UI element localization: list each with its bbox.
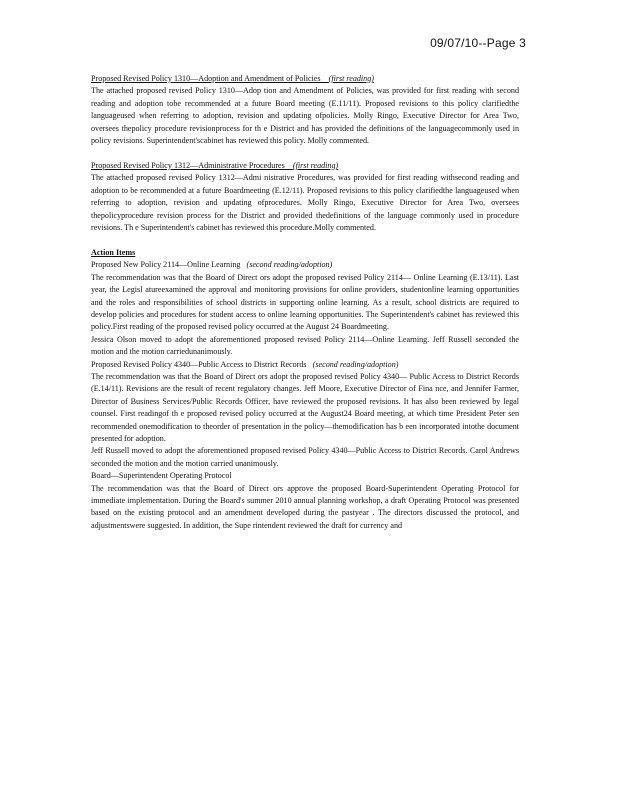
section-heading-tag: (first reading) xyxy=(328,74,374,83)
item-title xyxy=(91,259,519,271)
item-paragraph: The recommendation was that the Board of Direct ors adopt the proposed revised Policy 2114— Online Learning (E.13/11). Last year, the Legisl atureexamined the approval and monitoring provisions for online providers, studentonline learning opportunities and the roles and responsibilities of school districts in supporting online learning. As a result, school districts are required to develop policies and procedures for student access to online learning opportunities. The Superintendent's cabinet has reviewed this policy.First reading of the proposed revised policy occurred at the August 24 Boardmeeting. xyxy=(91,272,519,332)
policy-1312-section xyxy=(91,160,519,234)
page-header: 09/07/10--Page 3 xyxy=(430,36,526,50)
item-title-text: Proposed New Policy 2114—Online Learning xyxy=(91,260,241,270)
action-items-heading: Action Items xyxy=(91,247,136,257)
item-title-tag: (second reading/adoption) xyxy=(246,260,333,270)
item-title-tag: (second reading/adoption) xyxy=(312,359,399,369)
item-title-text: Proposed Revised Policy 4340—Public Access to District Records xyxy=(91,359,307,369)
item-title xyxy=(91,470,519,482)
motion-paragraph: Jeff Russell moved to adopt the aforementioned proposed revised Policy 4340—Public Access to District Records. Carol Andrews seconded the motion and the motion carried unanimously. xyxy=(91,446,519,468)
section-heading xyxy=(91,160,519,172)
action-items-section xyxy=(91,247,519,532)
item-paragraph: The recommendation was that the Board of Direct ors approve the proposed Board-Superintendent Operating Protocol for immediate implementation. During the Board's summer 2010 annual planning workshop, a draft Operating Protocol was presented based on the existing protocol and an amendment developed during the pastyear . The directors discussed the protocol, and adjustmentswere suggested. In addition, the Supe rintendent reviewed the draft for currency and xyxy=(91,483,519,530)
section-heading-title: Proposed Revised Policy 1312—Administrative Procedures xyxy=(91,160,285,170)
section-paragraph: The attached proposed revised Policy 1310—Adop tion and Amendment of Policies, was provided for first reading with second reading and adoption tobe recommended at a future Board meeting (E.11/11). Proposed revisions to this policy clarifiedthe languageused when referring to adoption, revision and updating ofpolicies. Molly Ringo, Executive Director for Area Two, oversees thepolicy procedure revisionprocess for th e District and has provided the definitions of the languagecommonly used in policy revisions. Superintendent'scabinet has reviewed this policy. Molly commented. xyxy=(91,86,519,146)
motion-paragraph: Jessica Olson moved to adopt the aforementioned proposed revised Policy 2114—Online Learning. Jeff Russell seconded the motion and the motion carriedunanimously. xyxy=(91,334,519,357)
section-paragraph: The attached proposed revised Policy 1312—Admi nistrative Procedures, was provided for first reading withsecond reading and adoption to be recommended at a future Boardmeeting (E.12/11). Proposed revisions to this policy clarifiedthe languageused when referring to adoption, revision and updating ofprocedures. Molly Ringo, Executive Director for Area Two, oversees thepolicyprocedure revision process for the District and provided thedefinitions of the language commonly used in procedure revisions. Th e Superintendent's cabinet has reviewed this procedure.Molly commented. xyxy=(91,173,519,232)
minutes-body xyxy=(91,73,519,532)
item-paragraph: The recommendation was that the Board of Direct ors adopt the proposed revised Policy 4340— Public Access to District Records (E.14/11). Revisions are the result of recent regulatory changes. Jeff Moore, Executive Director of Fina nce, and Jennifer Farmer, Director of Business Services/Public Records Officer, have reviewed the proposed revisions. It has also been reviewed by legal counsel. First readingof th e proposed revised policy occurred at the August24 Board meeting, at which time President Peter sen recommended onemodification to theorder of presentation in the policy—themodification has b een incorporated intothe document presented for adoption. xyxy=(91,371,519,443)
policy-1310-section xyxy=(91,73,519,147)
item-title-text: Board—Superintendent Operating Protocol xyxy=(91,471,232,481)
section-heading xyxy=(91,73,519,85)
item-title xyxy=(91,359,519,371)
section-heading-title: Proposed Revised Policy 1310—Adoption and Amendment of Policies xyxy=(91,74,321,83)
section-heading-tag: (first reading) xyxy=(292,160,339,170)
